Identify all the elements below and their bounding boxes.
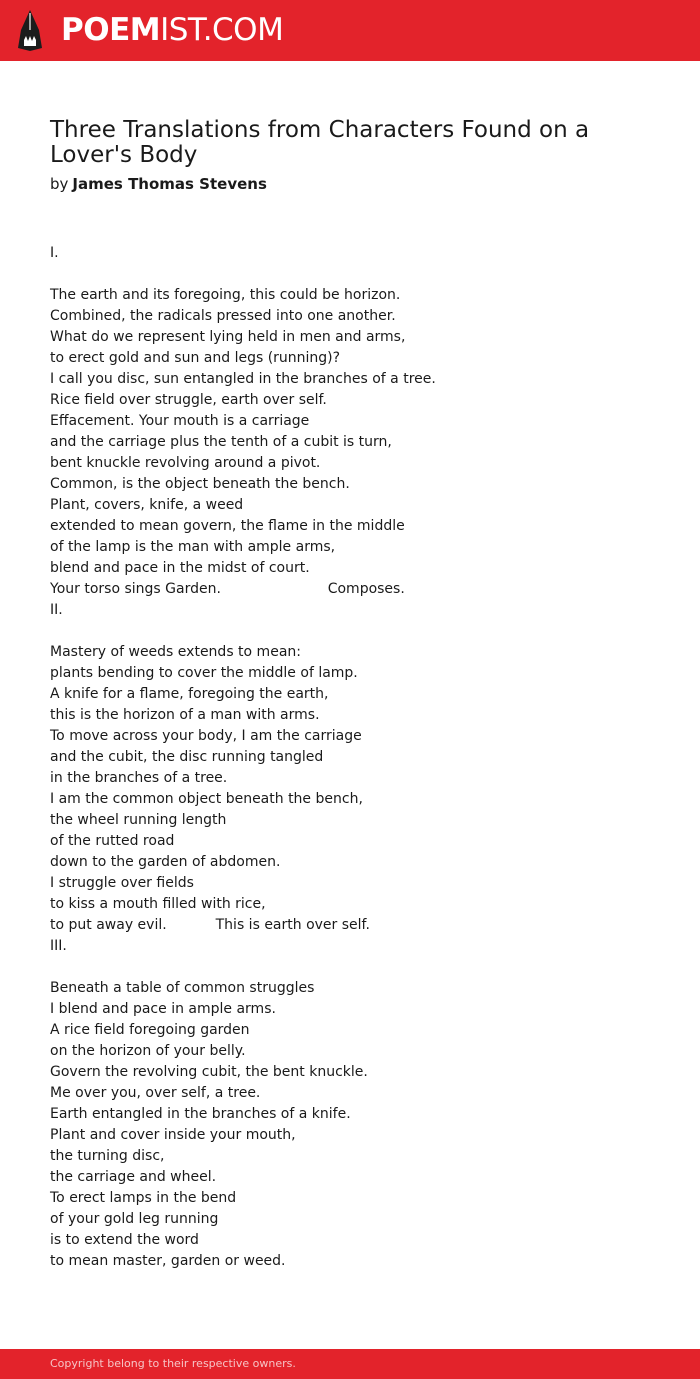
- poem-line: The earth and its foregoing, this could be horizon.: [50, 287, 401, 303]
- logo-bold-text: POEM: [61, 12, 161, 48]
- byline: [50, 174, 267, 194]
- poem-line: [50, 264, 670, 285]
- poem-line: down to the garden of abdomen.: [50, 854, 281, 870]
- byline-prefix: by: [50, 175, 69, 193]
- poem-body: [50, 243, 670, 1272]
- poem-line: in the branches of a tree.: [50, 770, 228, 786]
- poem-line: bent knuckle revolving around a pivot.: [50, 455, 321, 471]
- poem-line: III.: [50, 938, 67, 954]
- poem-line: Common, is the object beneath the bench.: [50, 476, 350, 492]
- poem-line: II.: [50, 602, 63, 618]
- site-logo[interactable]: [61, 11, 283, 49]
- poem-line: I call you disc, sun entangled in the branches of a tree.: [50, 371, 436, 387]
- quill-pen-icon[interactable]: [17, 10, 43, 51]
- poem-line: Plant, covers, knife, a weed: [50, 497, 244, 513]
- poem-line: Plant and cover inside your mouth,: [50, 1127, 296, 1143]
- poem-line: Combined, the radicals pressed into one another.: [50, 308, 396, 324]
- site-footer: [0, 1349, 700, 1379]
- copyright-notice: Copyright belong to their respective owners.: [50, 1357, 296, 1370]
- poem-line: I am the common object beneath the bench,: [50, 791, 363, 807]
- poem-line: on the horizon of your belly.: [50, 1043, 246, 1059]
- poem-title: Three Translations from Characters Found on a Lover's Body: [50, 117, 590, 168]
- poem-line: Me over you, over self, a tree.: [50, 1085, 261, 1101]
- poem-line: [50, 957, 670, 978]
- logo-light-text: IST.COM: [160, 12, 284, 48]
- site-header: [0, 0, 700, 61]
- poem-line: to erect gold and sun and legs (running)?: [50, 350, 341, 366]
- author-name: James Thomas Stevens: [72, 175, 267, 193]
- poem-line: blend and pace in the midst of court.: [50, 560, 310, 576]
- poem-line: A knife for a flame, foregoing the earth,: [50, 686, 329, 702]
- poem-line: Mastery of weeds extends to mean:: [50, 644, 301, 660]
- poem-line: plants bending to cover the middle of lamp.: [50, 665, 358, 681]
- poem-line: extended to mean govern, the flame in the middle: [50, 518, 405, 534]
- poem-line: I.: [50, 245, 59, 261]
- poem-line: the carriage and wheel.: [50, 1169, 217, 1185]
- poem-line: I struggle over fields: [50, 875, 194, 891]
- poem-line: of the lamp is the man with ample arms,: [50, 539, 336, 555]
- poem-line: to mean master, garden or weed.: [50, 1253, 286, 1269]
- poem-line: and the cubit, the disc running tangled: [50, 749, 324, 765]
- poem-line: Rice field over struggle, earth over self.: [50, 392, 327, 408]
- poem-line: Govern the revolving cubit, the bent knuckle.: [50, 1064, 368, 1080]
- poem-line: this is the horizon of a man with arms.: [50, 707, 320, 723]
- poem-line: I blend and pace in ample arms.: [50, 1001, 276, 1017]
- poem-line: Beneath a table of common struggles: [50, 980, 315, 996]
- poem-line: is to extend the word: [50, 1232, 199, 1248]
- poem-line: A rice field foregoing garden: [50, 1022, 250, 1038]
- poem-line: the wheel running length: [50, 812, 227, 828]
- poem-line: of your gold leg running: [50, 1211, 219, 1227]
- poem-line: Earth entangled in the branches of a knife.: [50, 1106, 351, 1122]
- poem-line: Effacement. Your mouth is a carriage: [50, 413, 310, 429]
- poem-line: To erect lamps in the bend: [50, 1190, 237, 1206]
- poem-line: and the carriage plus the tenth of a cubit is turn,: [50, 434, 392, 450]
- poem-line: What do we represent lying held in men and arms,: [50, 329, 406, 345]
- poem-line: [50, 621, 670, 642]
- poem-line: to put away evil. This is earth over self.: [50, 917, 370, 933]
- poem-line: Your torso sings Garden. Composes.: [50, 581, 405, 597]
- poem-line: To move across your body, I am the carriage: [50, 728, 362, 744]
- poem-line: to kiss a mouth filled with rice,: [50, 896, 266, 912]
- poem-line: of the rutted road: [50, 833, 175, 849]
- poem-line: the turning disc,: [50, 1148, 165, 1164]
